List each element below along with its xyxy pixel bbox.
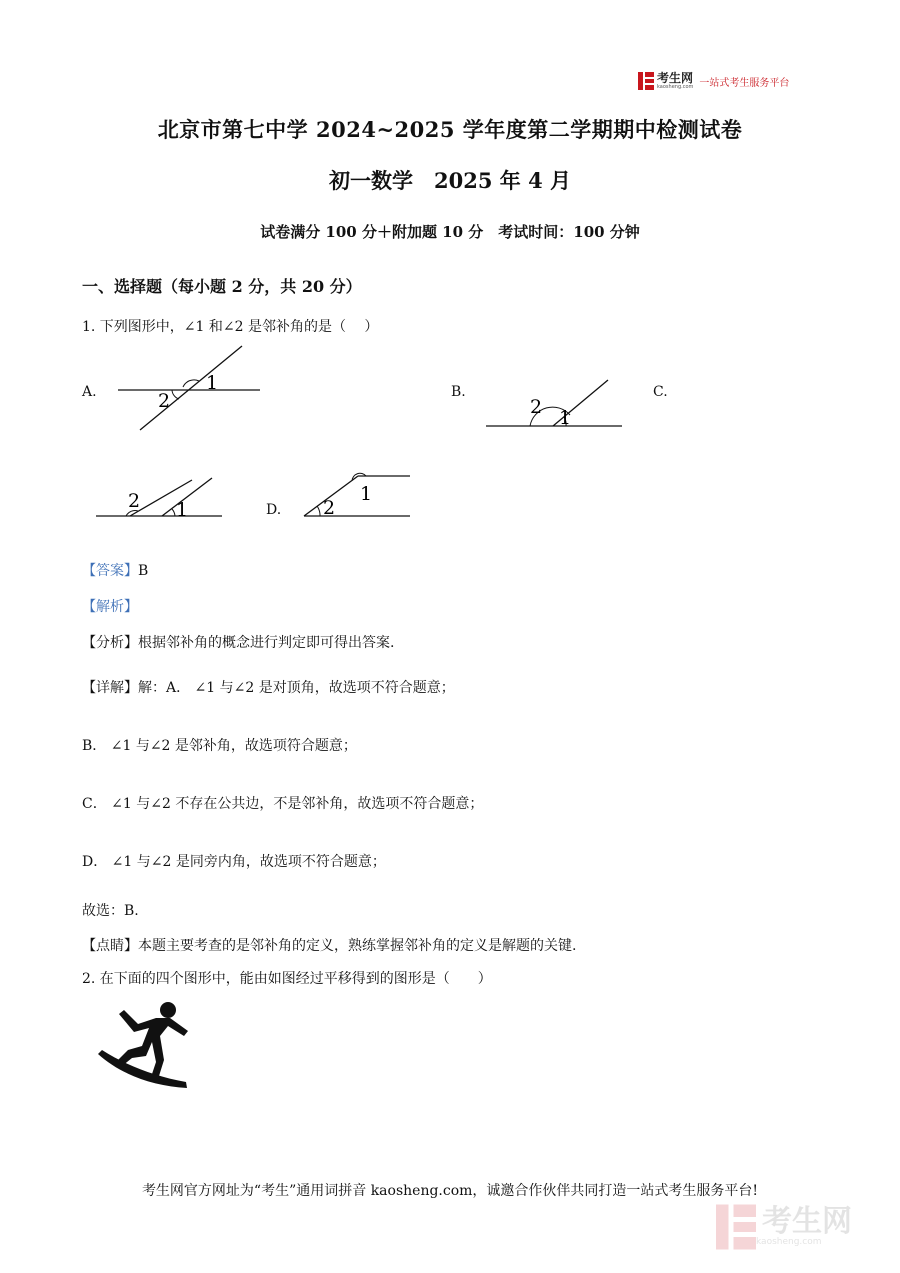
q1-answer-line — [82, 560, 148, 580]
figure-b — [480, 370, 630, 435]
exam-title: 北京市第七中学 2024~2025 学年度第二学期期中检测试卷 — [157, 117, 743, 142]
q1-xiangjie-d: D． ∠1 与∠2 是同旁内角，故选项不符合题意； — [82, 854, 386, 870]
figure-b-label-1: 1 — [559, 407, 572, 429]
header-logo — [638, 72, 789, 90]
logo-slogan: 一站式考生服务平台 — [699, 77, 790, 89]
watermark-logo-icon — [716, 1203, 756, 1251]
q2-stem: 2. 在下面的四个图形中，能由如图经过平移得到的图形是（ ） — [82, 971, 492, 987]
q1-choice: 故选：B. — [82, 903, 139, 919]
watermark — [716, 1203, 852, 1251]
figure-a — [110, 340, 270, 435]
page-footer: 考生网官方网址为“考生”通用词拼音 kaosheng.com，诚邀合作伙伴共同打造一站式考生服务平台! — [141, 1183, 759, 1199]
figure-a-label-2: 2 — [158, 390, 171, 412]
watermark-text: 考生网 — [762, 1204, 852, 1239]
q1-stem: 1. 下列图形中，∠1 和∠2 是邻补角的是（ ） — [82, 319, 379, 335]
q1-fenxi: 【分析】根据邻补角的概念进行判定即可得出答案. — [82, 635, 395, 651]
q1-option-d-label: D. — [266, 502, 282, 518]
watermark-sub: kaosheng.com — [756, 1237, 822, 1247]
q1-option-a-label: A. — [82, 384, 97, 400]
q1-option-c-label: C. — [653, 384, 668, 400]
q1-xiangjie-c: C． ∠1 与∠2 不存在公共边，不是邻补角，故选项不符合题意； — [82, 796, 484, 812]
exam-subtitle: 初一数学 2025 年 4 月 — [329, 168, 571, 193]
answer-value: B — [138, 563, 149, 579]
logo-sub: kaosheng.com — [657, 84, 694, 90]
answer-tag: 【答案】 — [82, 563, 138, 579]
q1-xiangjie-b: B． ∠1 与∠2 是邻补角，故选项符合题意； — [82, 738, 357, 754]
figure-c — [90, 472, 230, 524]
exam-info: 试卷满分 100 分＋附加题 10 分 考试时间：100 分钟 — [260, 223, 640, 241]
figure-d — [298, 468, 418, 524]
figure-c-label-1: 1 — [176, 499, 189, 521]
figure-b-label-2: 2 — [530, 396, 543, 418]
analysis-tag: 【解析】 — [82, 599, 138, 615]
snowboarder-icon — [94, 996, 194, 1092]
logo-name: 考生网 — [657, 71, 694, 85]
kaosheng-logo-icon — [638, 72, 654, 90]
figure-c-label-2: 2 — [128, 490, 141, 512]
section-heading: 一、选择题（每小题 2 分，共 20 分） — [82, 277, 362, 296]
figure-a-label-1: 1 — [206, 372, 219, 394]
q1-dianjing: 【点睛】本题主要考查的是邻补角的定义，熟练掌握邻补角的定义是解题的关键. — [82, 938, 577, 954]
q1-option-b-label: B. — [451, 384, 466, 400]
q1-xiangjie-a: 【详解】解：A． ∠1 与∠2 是对顶角，故选项不符合题意； — [82, 680, 455, 696]
figure-d-label-2: 2 — [323, 497, 336, 519]
figure-d-label-1: 1 — [360, 483, 373, 505]
